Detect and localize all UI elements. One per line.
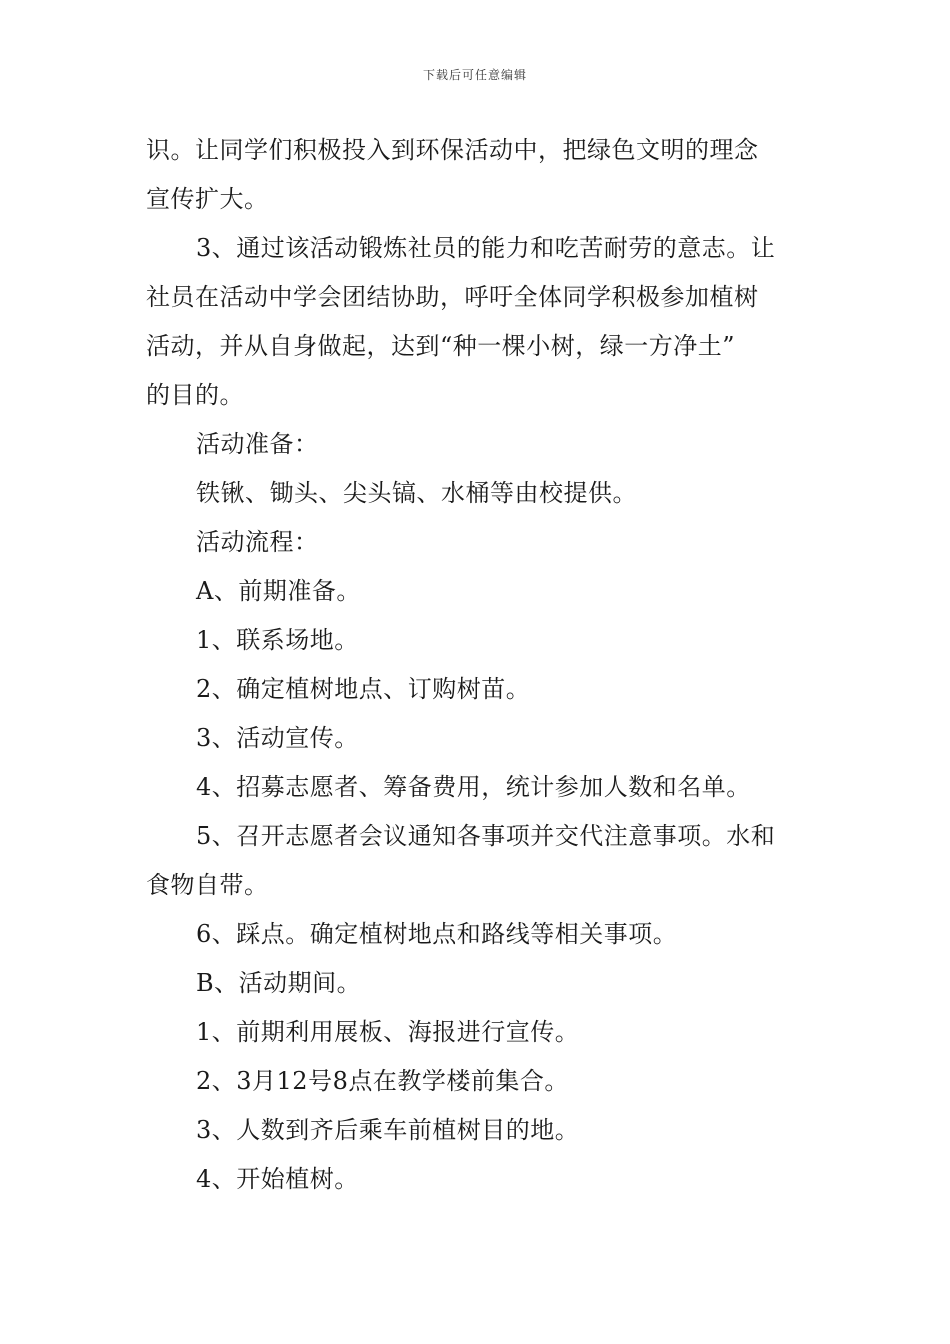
paragraph-line-2: 宣传扩大。 <box>146 185 269 213</box>
list-item: 3、人数到齐后乘车前植树目的地。 <box>196 1116 580 1144</box>
list-item-continuation: 食物自带。 <box>146 871 269 899</box>
list-item: 3、活动宣传。 <box>196 724 359 752</box>
list-item: 2、3月12号8点在教学楼前集合。 <box>196 1067 569 1095</box>
list-item: 1、前期利用展板、海报进行宣传。 <box>196 1018 580 1046</box>
paragraph-line-4: 社员在活动中学会团结协助，呼吁全体同学积极参加植树 <box>146 283 759 311</box>
section-heading-preparation: 活动准备： <box>196 430 319 458</box>
subsection-heading-b: B、活动期间。 <box>196 969 362 997</box>
subsection-heading-a: A、前期准备。 <box>196 577 361 605</box>
paragraph-line-6: 的目的。 <box>146 381 244 409</box>
list-item: 1、联系场地。 <box>196 626 359 654</box>
list-item: 6、踩点。确定植树地点和路线等相关事项。 <box>196 920 678 948</box>
page-header: 下载后可任意编辑 <box>422 68 527 82</box>
section-heading-process: 活动流程： <box>196 528 319 556</box>
list-item: 4、开始植树。 <box>196 1165 359 1193</box>
paragraph-line-5: 活动，并从自身做起，达到“种一棵小树，绿一方净土” <box>146 332 736 360</box>
list-item: 5、召开志愿者会议通知各事项并交代注意事项。水和 <box>196 822 776 850</box>
list-item: 4、招募志愿者、筹备费用，统计参加人数和名单。 <box>196 773 751 801</box>
list-item: 2、确定植树地点、订购树苗。 <box>196 675 531 703</box>
document-body <box>146 126 808 1204</box>
paragraph-line-3: 3、通过该活动锻炼社员的能力和吃苦耐劳的意志。让 <box>196 234 776 262</box>
paragraph-line-1: 识。让同学们积极投入到环保活动中，把绿色文明的理念 <box>146 136 759 164</box>
paragraph-line-tools: 铁锹、锄头、尖头镐、水桶等由校提供。 <box>196 479 637 507</box>
